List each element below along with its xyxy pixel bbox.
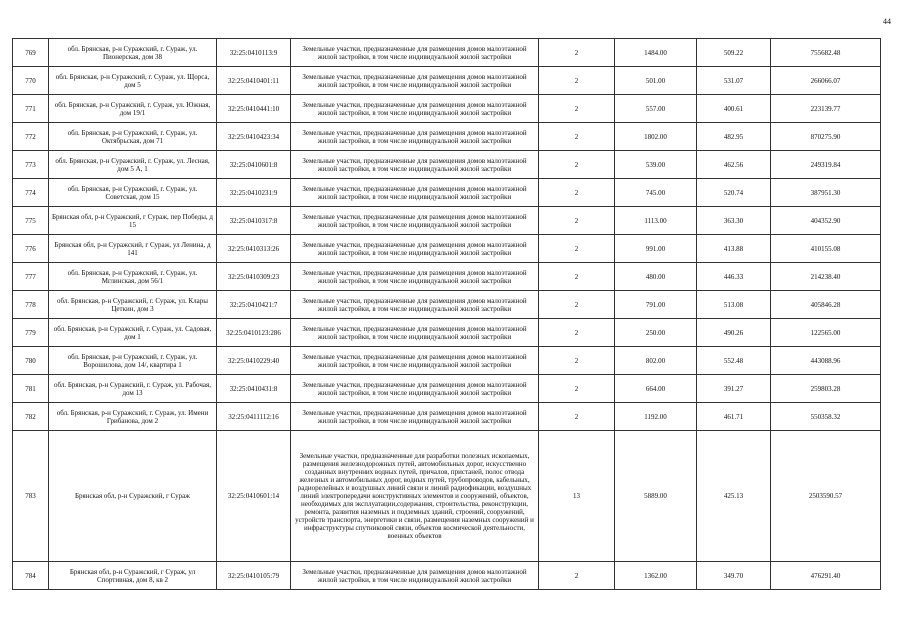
- cadastral-value-cell: 550358.32: [771, 403, 881, 431]
- land-use-cell: Земельные участки, предназначенные для размещения домов малоэтажной жилой застройки, в том числе индивидуальной жилой застройки: [291, 235, 539, 263]
- table-row: [13, 431, 881, 562]
- cadastral-value-cell: 476291.40: [771, 562, 881, 590]
- cadastral-number-cell: 32:25:0410421:7: [217, 291, 291, 319]
- area-cell: 1362.00: [615, 562, 697, 590]
- specific-value-cell: 446.33: [697, 263, 771, 291]
- cadastral-value-cell: 410155.08: [771, 235, 881, 263]
- cadastral-value-cell: 870275.90: [771, 123, 881, 151]
- cadastral-value-cell: 405846.28: [771, 291, 881, 319]
- area-cell: 745.00: [615, 179, 697, 207]
- group-number-cell: 2: [539, 347, 615, 375]
- address-cell: обл. Брянская, р-н Суражский, г. Сураж, ул. Южная, дом 19/1: [49, 95, 217, 123]
- cadastral-value-cell: 755682.48: [771, 39, 881, 67]
- cadastral-number-cell: 32:25:0410309:23: [217, 263, 291, 291]
- row-number-cell: 782: [13, 403, 49, 431]
- page-number: 44: [883, 17, 891, 26]
- address-cell: Брянская обл, р-н Суражский, г Сураж, ул Спортивная, дом 8, кв 2: [49, 562, 217, 590]
- table-row: [13, 123, 881, 151]
- row-number-cell: 774: [13, 179, 49, 207]
- cadastral-value-cell: 122565.00: [771, 319, 881, 347]
- address-cell: обл. Брянская, р-н Суражский, г. Сураж, ул. Октябрьская, дом 71: [49, 123, 217, 151]
- area-cell: 250.00: [615, 319, 697, 347]
- cadastral-value-cell: 2503590.57: [771, 431, 881, 562]
- area-cell: 501.00: [615, 67, 697, 95]
- land-use-cell: Земельные участки, предназначенные для размещения домов малоэтажной жилой застройки, в том числе индивидуальной жилой застройки: [291, 291, 539, 319]
- table-row: [13, 347, 881, 375]
- specific-value-cell: 425.13: [697, 431, 771, 562]
- cadastral-number-cell: 32:25:0410113:9: [217, 39, 291, 67]
- cadastral-value-cell: 214238.40: [771, 263, 881, 291]
- cadastral-value-cell: 249319.84: [771, 151, 881, 179]
- address-cell: Брянская обл, р-н Суражский, г Сураж, ул Ленина, д 141: [49, 235, 217, 263]
- area-cell: 802.00: [615, 347, 697, 375]
- address-cell: обл. Брянская, р-н Суражский, г. Сураж, ул. Садовая, дом 1: [49, 319, 217, 347]
- cadastral-number-cell: 32:25:0410601:8: [217, 151, 291, 179]
- address-cell: обл. Брянская, р-н Суражский, г. Сураж, ул. Советская, дом 15: [49, 179, 217, 207]
- area-cell: 791.00: [615, 291, 697, 319]
- table-row: [13, 403, 881, 431]
- specific-value-cell: 363.30: [697, 207, 771, 235]
- land-use-cell: Земельные участки, предназначенные для размещения домов малоэтажной жилой застройки, в том числе индивидуальной жилой застройки: [291, 95, 539, 123]
- specific-value-cell: 400.61: [697, 95, 771, 123]
- area-cell: 539.00: [615, 151, 697, 179]
- group-number-cell: 2: [539, 123, 615, 151]
- group-number-cell: 2: [539, 375, 615, 403]
- specific-value-cell: 509.22: [697, 39, 771, 67]
- address-cell: Брянская обл, р-н Суражский, г Сураж, пер Победы, д 15: [49, 207, 217, 235]
- land-use-cell: Земельные участки, предназначенные для размещения домов малоэтажной жилой застройки, в том числе индивидуальной жилой застройки: [291, 562, 539, 590]
- row-number-cell: 769: [13, 39, 49, 67]
- land-use-cell: Земельные участки, предназначенные для размещения домов малоэтажной жилой застройки, в том числе индивидуальной жилой застройки: [291, 263, 539, 291]
- specific-value-cell: 531.07: [697, 67, 771, 95]
- group-number-cell: 2: [539, 291, 615, 319]
- row-number-cell: 775: [13, 207, 49, 235]
- cadastral-value-cell: 387951.30: [771, 179, 881, 207]
- land-use-cell: Земельные участки, предназначенные для размещения домов малоэтажной жилой застройки, в том числе индивидуальной жилой застройки: [291, 347, 539, 375]
- specific-value-cell: 462.56: [697, 151, 771, 179]
- cadastral-number-cell: 32:25:0410231:9: [217, 179, 291, 207]
- address-cell: обл. Брянская, р-н Суражский, г. Сураж, ул. Пионерская, дом 38: [49, 39, 217, 67]
- address-cell: обл. Брянская, р-н Суражский, г. Сураж, ул. Рабочая, дом 13: [49, 375, 217, 403]
- cadastral-number-cell: 32:25:0410431:8: [217, 375, 291, 403]
- cadastral-number-cell: 32:25:0411112:16: [217, 403, 291, 431]
- table-row: [13, 375, 881, 403]
- group-number-cell: 2: [539, 235, 615, 263]
- group-number-cell: 2: [539, 179, 615, 207]
- land-use-cell: Земельные участки, предназначенные для размещения домов малоэтажной жилой застройки, в том числе индивидуальной жилой застройки: [291, 123, 539, 151]
- group-number-cell: 2: [539, 67, 615, 95]
- cadastral-number-cell: 32:25:0410317:8: [217, 207, 291, 235]
- group-number-cell: 2: [539, 319, 615, 347]
- specific-value-cell: 391.27: [697, 375, 771, 403]
- row-number-cell: 771: [13, 95, 49, 123]
- row-number-cell: 777: [13, 263, 49, 291]
- address-cell: обл. Брянская, р-н Суражский, г. Сураж, ул. Имени Грибанова, дом 2: [49, 403, 217, 431]
- address-cell: Брянская обл, р-н Суражский, г Сураж: [49, 431, 217, 562]
- table-row: [13, 39, 881, 67]
- area-cell: 1113.00: [615, 207, 697, 235]
- group-number-cell: 2: [539, 207, 615, 235]
- land-use-cell: Земельные участки, предназначенные для размещения домов малоэтажной жилой застройки, в том числе индивидуальной жилой застройки: [291, 151, 539, 179]
- row-number-cell: 773: [13, 151, 49, 179]
- table-row: [13, 179, 881, 207]
- row-number-cell: 784: [13, 562, 49, 590]
- group-number-cell: 2: [539, 403, 615, 431]
- address-cell: обл. Брянская, р-н Суражский, г. Сураж, ул. Лесная, дом 5 А, 1: [49, 151, 217, 179]
- table-body: [13, 39, 881, 590]
- cadastral-value-cell: 223139.77: [771, 95, 881, 123]
- cadastral-number-cell: 32:25:0410105:79: [217, 562, 291, 590]
- cadastral-value-cell: 404352.90: [771, 207, 881, 235]
- area-cell: 480.00: [615, 263, 697, 291]
- group-number-cell: 2: [539, 95, 615, 123]
- area-cell: 557.00: [615, 95, 697, 123]
- address-cell: обл. Брянская, р-н Суражский, г. Сураж, ул. Мглинская, дом 56/1: [49, 263, 217, 291]
- table-row: [13, 562, 881, 590]
- group-number-cell: 2: [539, 39, 615, 67]
- row-number-cell: 772: [13, 123, 49, 151]
- cadastral-number-cell: 32:25:0410423:34: [217, 123, 291, 151]
- address-cell: обл. Брянская, р-н Суражский, г. Сураж, ул. Клары Цеткин, дом 3: [49, 291, 217, 319]
- address-cell: обл. Брянская, р-н Суражский, г. Сураж, ул. Ворошилова, дом 14/, квартира 1: [49, 347, 217, 375]
- land-registry-table: [12, 38, 881, 590]
- cadastral-number-cell: 32:25:0410229:40: [217, 347, 291, 375]
- group-number-cell: 2: [539, 562, 615, 590]
- specific-value-cell: 520.74: [697, 179, 771, 207]
- table-row: [13, 235, 881, 263]
- cadastral-number-cell: 32:25:0410123:286: [217, 319, 291, 347]
- land-use-cell: Земельные участки, предназначенные для разработки полезных ископаемых, размещения железнодорожных путей, автомобильных дорог, искусственно созданных внутренних водных путей, причалов, пристаней, полос отвода железных и автомобильных дорог, водных путей, трубопроводов, кабельных, радиорелейных и воздушных линий связи и линий радиофикации, воздушных линий электропередачи конструктивных элементов и сооружений, объектов, необходимых для эксплуатации,содержания, строительства, реконструкции, ремонта, развития наземных и подземных зданий, строений, сооружений, устройств транспорта, энергетики и связи, размещения наземных сооружений и инфраструктуры спутниковой связи, объектов космической деятельности, военных объектов: [291, 431, 539, 562]
- area-cell: 1192.00: [615, 403, 697, 431]
- table-row: [13, 151, 881, 179]
- cadastral-number-cell: 32:25:0410313:26: [217, 235, 291, 263]
- specific-value-cell: 490.26: [697, 319, 771, 347]
- land-use-cell: Земельные участки, предназначенные для размещения домов малоэтажной жилой застройки, в том числе индивидуальной жилой застройки: [291, 179, 539, 207]
- table-row: [13, 263, 881, 291]
- table-row: [13, 319, 881, 347]
- group-number-cell: 2: [539, 151, 615, 179]
- table-row: [13, 95, 881, 123]
- row-number-cell: 783: [13, 431, 49, 562]
- land-use-cell: Земельные участки, предназначенные для размещения домов малоэтажной жилой застройки, в том числе индивидуальной жилой застройки: [291, 319, 539, 347]
- land-use-cell: Земельные участки, предназначенные для размещения домов малоэтажной жилой застройки, в том числе индивидуальной жилой застройки: [291, 403, 539, 431]
- table-row: [13, 207, 881, 235]
- specific-value-cell: 461.71: [697, 403, 771, 431]
- area-cell: 664.00: [615, 375, 697, 403]
- row-number-cell: 776: [13, 235, 49, 263]
- table-row: [13, 67, 881, 95]
- row-number-cell: 770: [13, 67, 49, 95]
- area-cell: 1484.00: [615, 39, 697, 67]
- area-cell: 1802.00: [615, 123, 697, 151]
- cadastral-value-cell: 266066.07: [771, 67, 881, 95]
- specific-value-cell: 552.48: [697, 347, 771, 375]
- area-cell: 5889.00: [615, 431, 697, 562]
- table-row: [13, 291, 881, 319]
- row-number-cell: 779: [13, 319, 49, 347]
- specific-value-cell: 413.88: [697, 235, 771, 263]
- land-use-cell: Земельные участки, предназначенные для размещения домов малоэтажной жилой застройки, в том числе индивидуальной жилой застройки: [291, 207, 539, 235]
- row-number-cell: 780: [13, 347, 49, 375]
- group-number-cell: 13: [539, 431, 615, 562]
- cadastral-number-cell: 32:25:0410601:14: [217, 431, 291, 562]
- cadastral-number-cell: 32:25:0410401:11: [217, 67, 291, 95]
- address-cell: обл. Брянская, р-н Суражский, г. Сураж, ул. Щорса, дом 5: [49, 67, 217, 95]
- land-use-cell: Земельные участки, предназначенные для размещения домов малоэтажной жилой застройки, в том числе индивидуальной жилой застройки: [291, 67, 539, 95]
- cadastral-number-cell: 32:25:0410441:10: [217, 95, 291, 123]
- specific-value-cell: 513.08: [697, 291, 771, 319]
- row-number-cell: 781: [13, 375, 49, 403]
- area-cell: 991.00: [615, 235, 697, 263]
- cadastral-value-cell: 443088.96: [771, 347, 881, 375]
- row-number-cell: 778: [13, 291, 49, 319]
- specific-value-cell: 349.70: [697, 562, 771, 590]
- specific-value-cell: 482.95: [697, 123, 771, 151]
- cadastral-value-cell: 259803.28: [771, 375, 881, 403]
- group-number-cell: 2: [539, 263, 615, 291]
- land-use-cell: Земельные участки, предназначенные для размещения домов малоэтажной жилой застройки, в том числе индивидуальной жилой застройки: [291, 375, 539, 403]
- land-use-cell: Земельные участки, предназначенные для размещения домов малоэтажной жилой застройки, в том числе индивидуальной жилой застройки: [291, 39, 539, 67]
